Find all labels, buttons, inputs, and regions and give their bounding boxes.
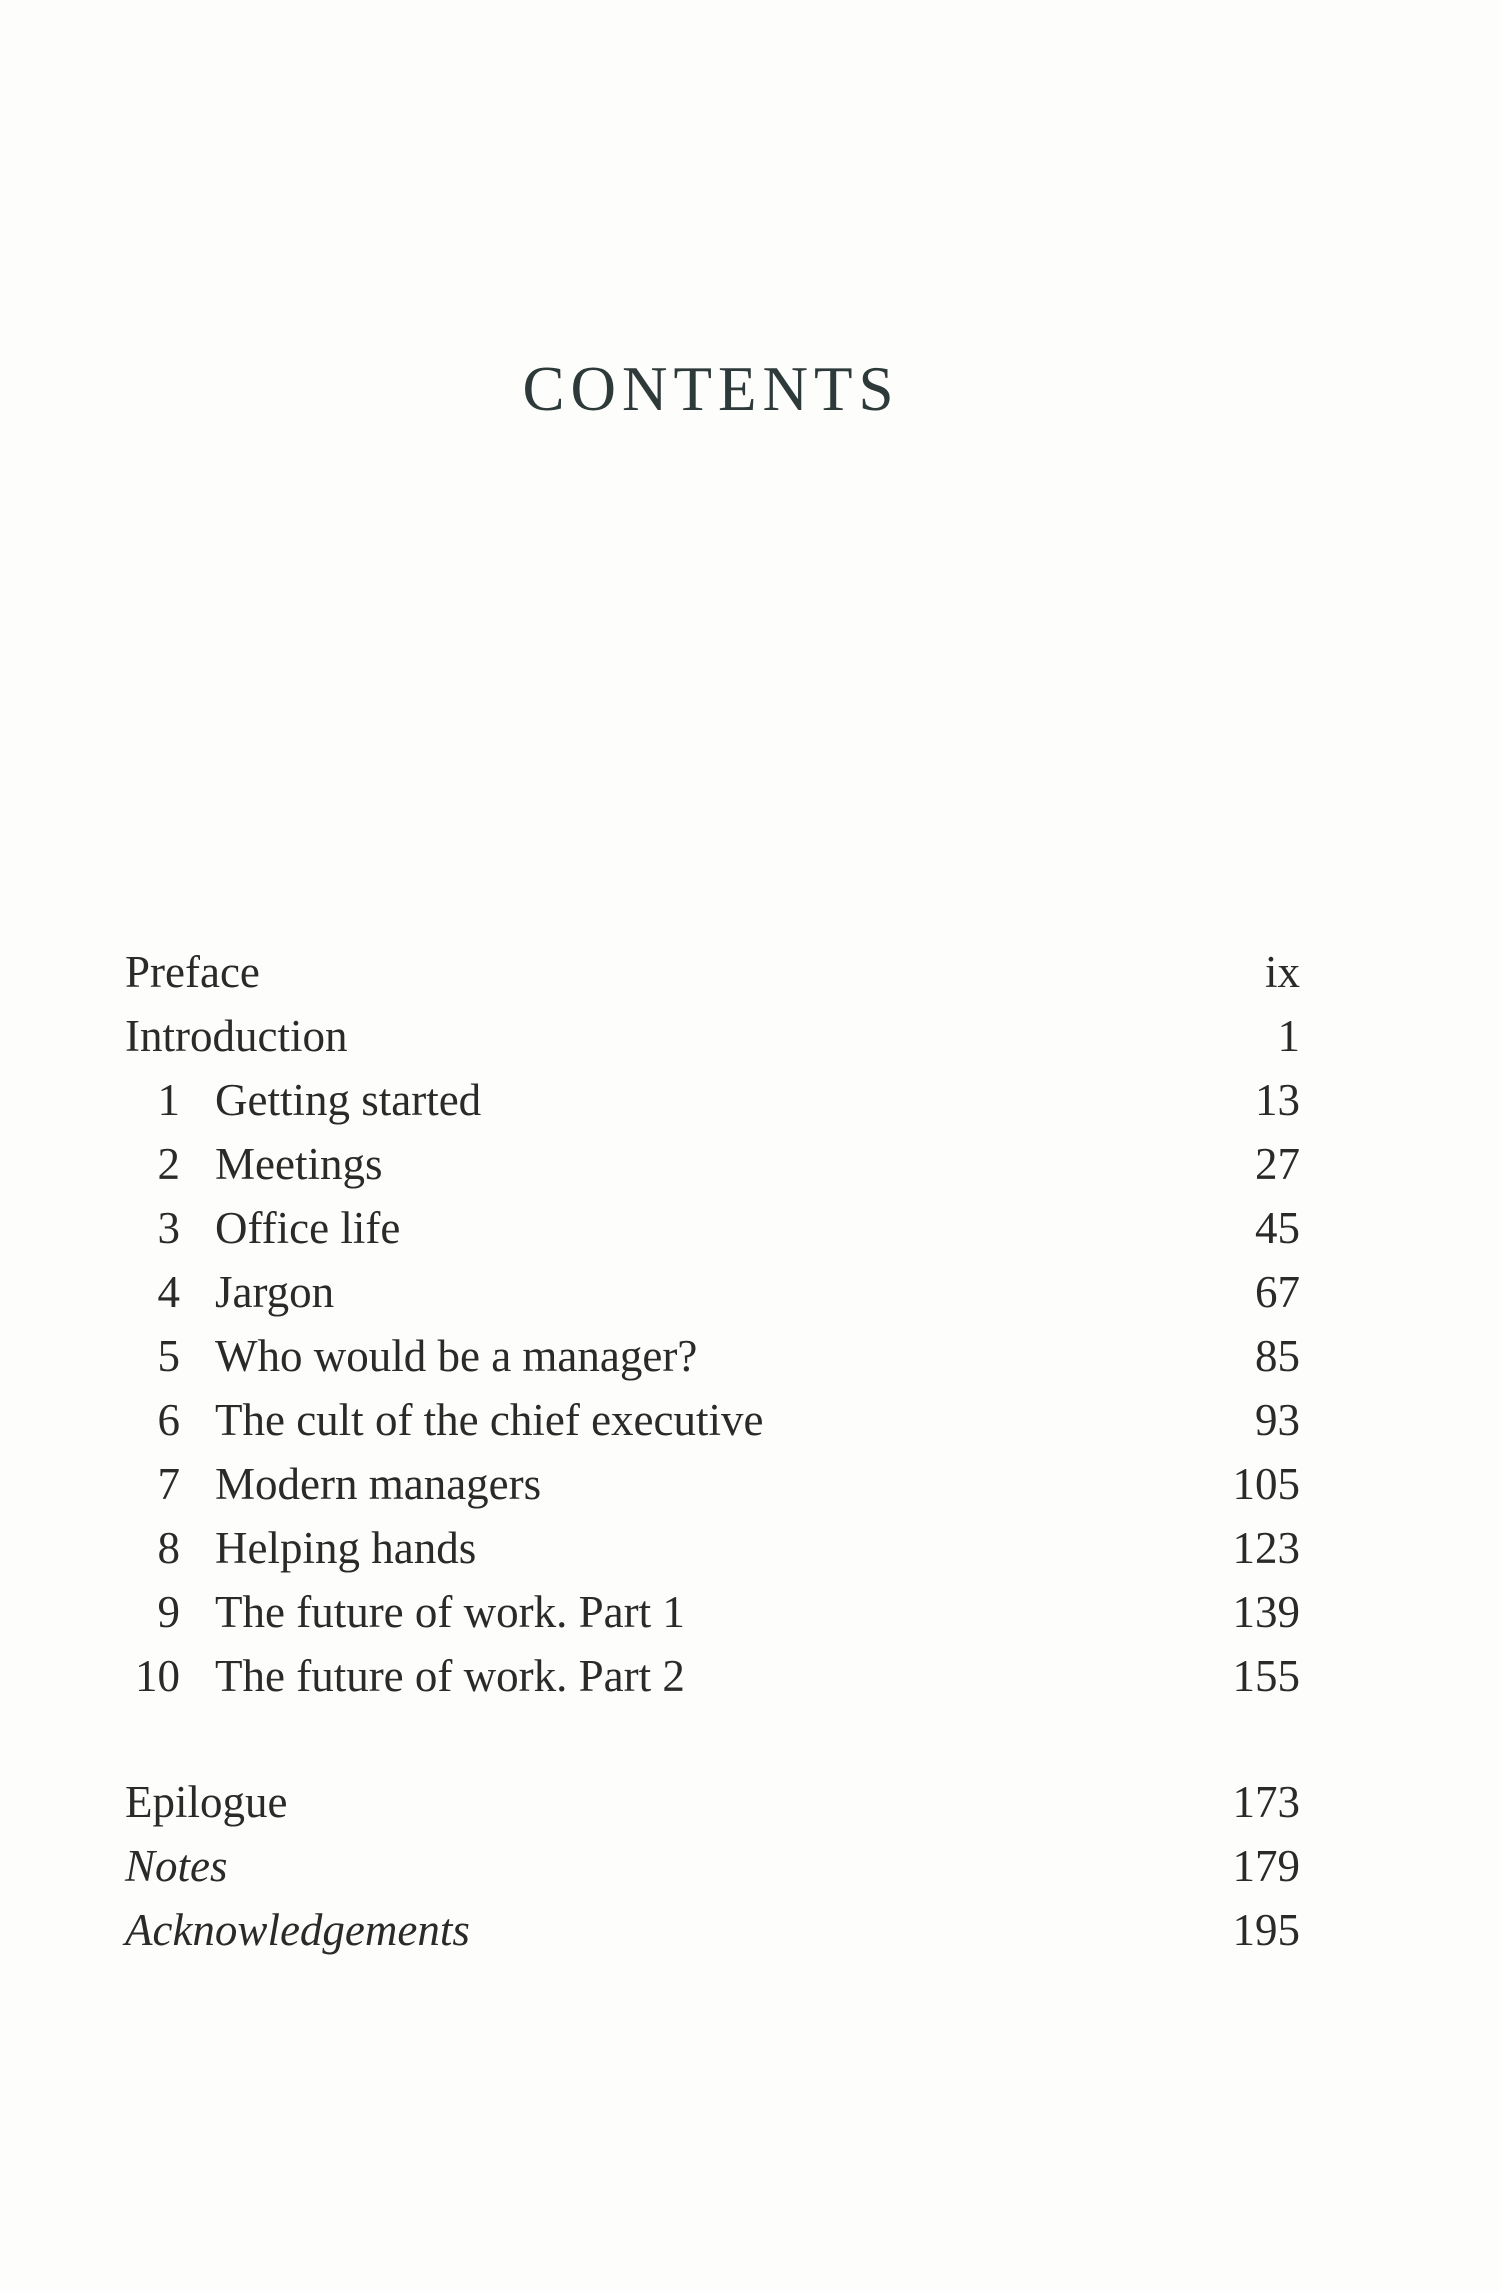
toc-entry-chapter [125, 1132, 1300, 1196]
page-title: CONTENTS [522, 354, 900, 424]
toc-entry-chapter [125, 1324, 1300, 1388]
chapter-number: 2 [157, 1139, 180, 1189]
toc-entry-page: 45 [1255, 1203, 1300, 1253]
chapter-number: 5 [157, 1331, 180, 1381]
toc-entry-page: ix [1264, 947, 1300, 997]
toc-entry-title: Epilogue [125, 1777, 288, 1827]
toc-entry-title: Getting started [215, 1075, 482, 1125]
toc-entry-page: 123 [1232, 1523, 1300, 1573]
toc-entry-page: 93 [1255, 1395, 1300, 1445]
toc-entry-preface [125, 940, 1300, 1004]
toc-entry-title: Notes [125, 1841, 228, 1891]
toc-entry-title: The future of work. Part 2 [215, 1651, 685, 1701]
toc-entry-page: 27 [1255, 1139, 1300, 1189]
toc-entry-chapter [125, 1580, 1300, 1644]
toc-entry-title: Introduction [125, 1011, 348, 1061]
toc-entry-title: Jargon [215, 1267, 335, 1317]
toc-entry-title: Meetings [215, 1139, 383, 1189]
toc-entry-acknowledgements [125, 1898, 1300, 1962]
toc-entry-page: 195 [1232, 1905, 1300, 1955]
toc-entry-page: 1 [1277, 1011, 1300, 1061]
table-of-contents [125, 940, 1300, 1962]
toc-entry-page: 13 [1255, 1075, 1300, 1125]
chapter-number: 4 [157, 1267, 180, 1317]
toc-entry-chapter [125, 1644, 1300, 1708]
chapter-number: 1 [157, 1075, 180, 1125]
toc-entry-page: 139 [1232, 1587, 1300, 1637]
toc-entry-chapter [125, 1388, 1300, 1452]
toc-entry-title: Preface [125, 947, 260, 997]
toc-entry-epilogue [125, 1770, 1300, 1834]
chapter-number: 8 [157, 1523, 180, 1573]
toc-entry-page: 105 [1232, 1459, 1300, 1509]
toc-entry-introduction [125, 1004, 1300, 1068]
toc-entry-title: Modern managers [215, 1459, 542, 1509]
chapter-number: 7 [157, 1459, 180, 1509]
toc-entry-page: 85 [1255, 1331, 1300, 1381]
toc-entry-chapter [125, 1452, 1300, 1516]
toc-entry-chapter [125, 1260, 1300, 1324]
chapter-number: 10 [135, 1651, 180, 1701]
toc-entry-title: Helping hands [215, 1523, 477, 1573]
toc-entry-title: Who would be a manager? [215, 1331, 698, 1381]
toc-entry-title: The future of work. Part 1 [215, 1587, 685, 1637]
toc-entry-page: 155 [1232, 1651, 1300, 1701]
toc-entry-page: 179 [1232, 1841, 1300, 1891]
toc-entry-page: 173 [1232, 1777, 1300, 1827]
toc-entry-notes [125, 1834, 1300, 1898]
toc-entry-chapter [125, 1516, 1300, 1580]
toc-entry-chapter [125, 1068, 1300, 1132]
chapter-number: 9 [157, 1587, 180, 1637]
chapter-number: 6 [157, 1395, 180, 1445]
chapter-number: 3 [157, 1203, 180, 1253]
section-gap [125, 1708, 1300, 1770]
toc-entry-title: Acknowledgements [125, 1905, 470, 1955]
toc-entry-title: Office life [215, 1203, 401, 1253]
toc-entry-title: The cult of the chief executive [215, 1395, 764, 1445]
toc-entry-page: 67 [1255, 1267, 1300, 1317]
toc-entry-chapter [125, 1196, 1300, 1260]
